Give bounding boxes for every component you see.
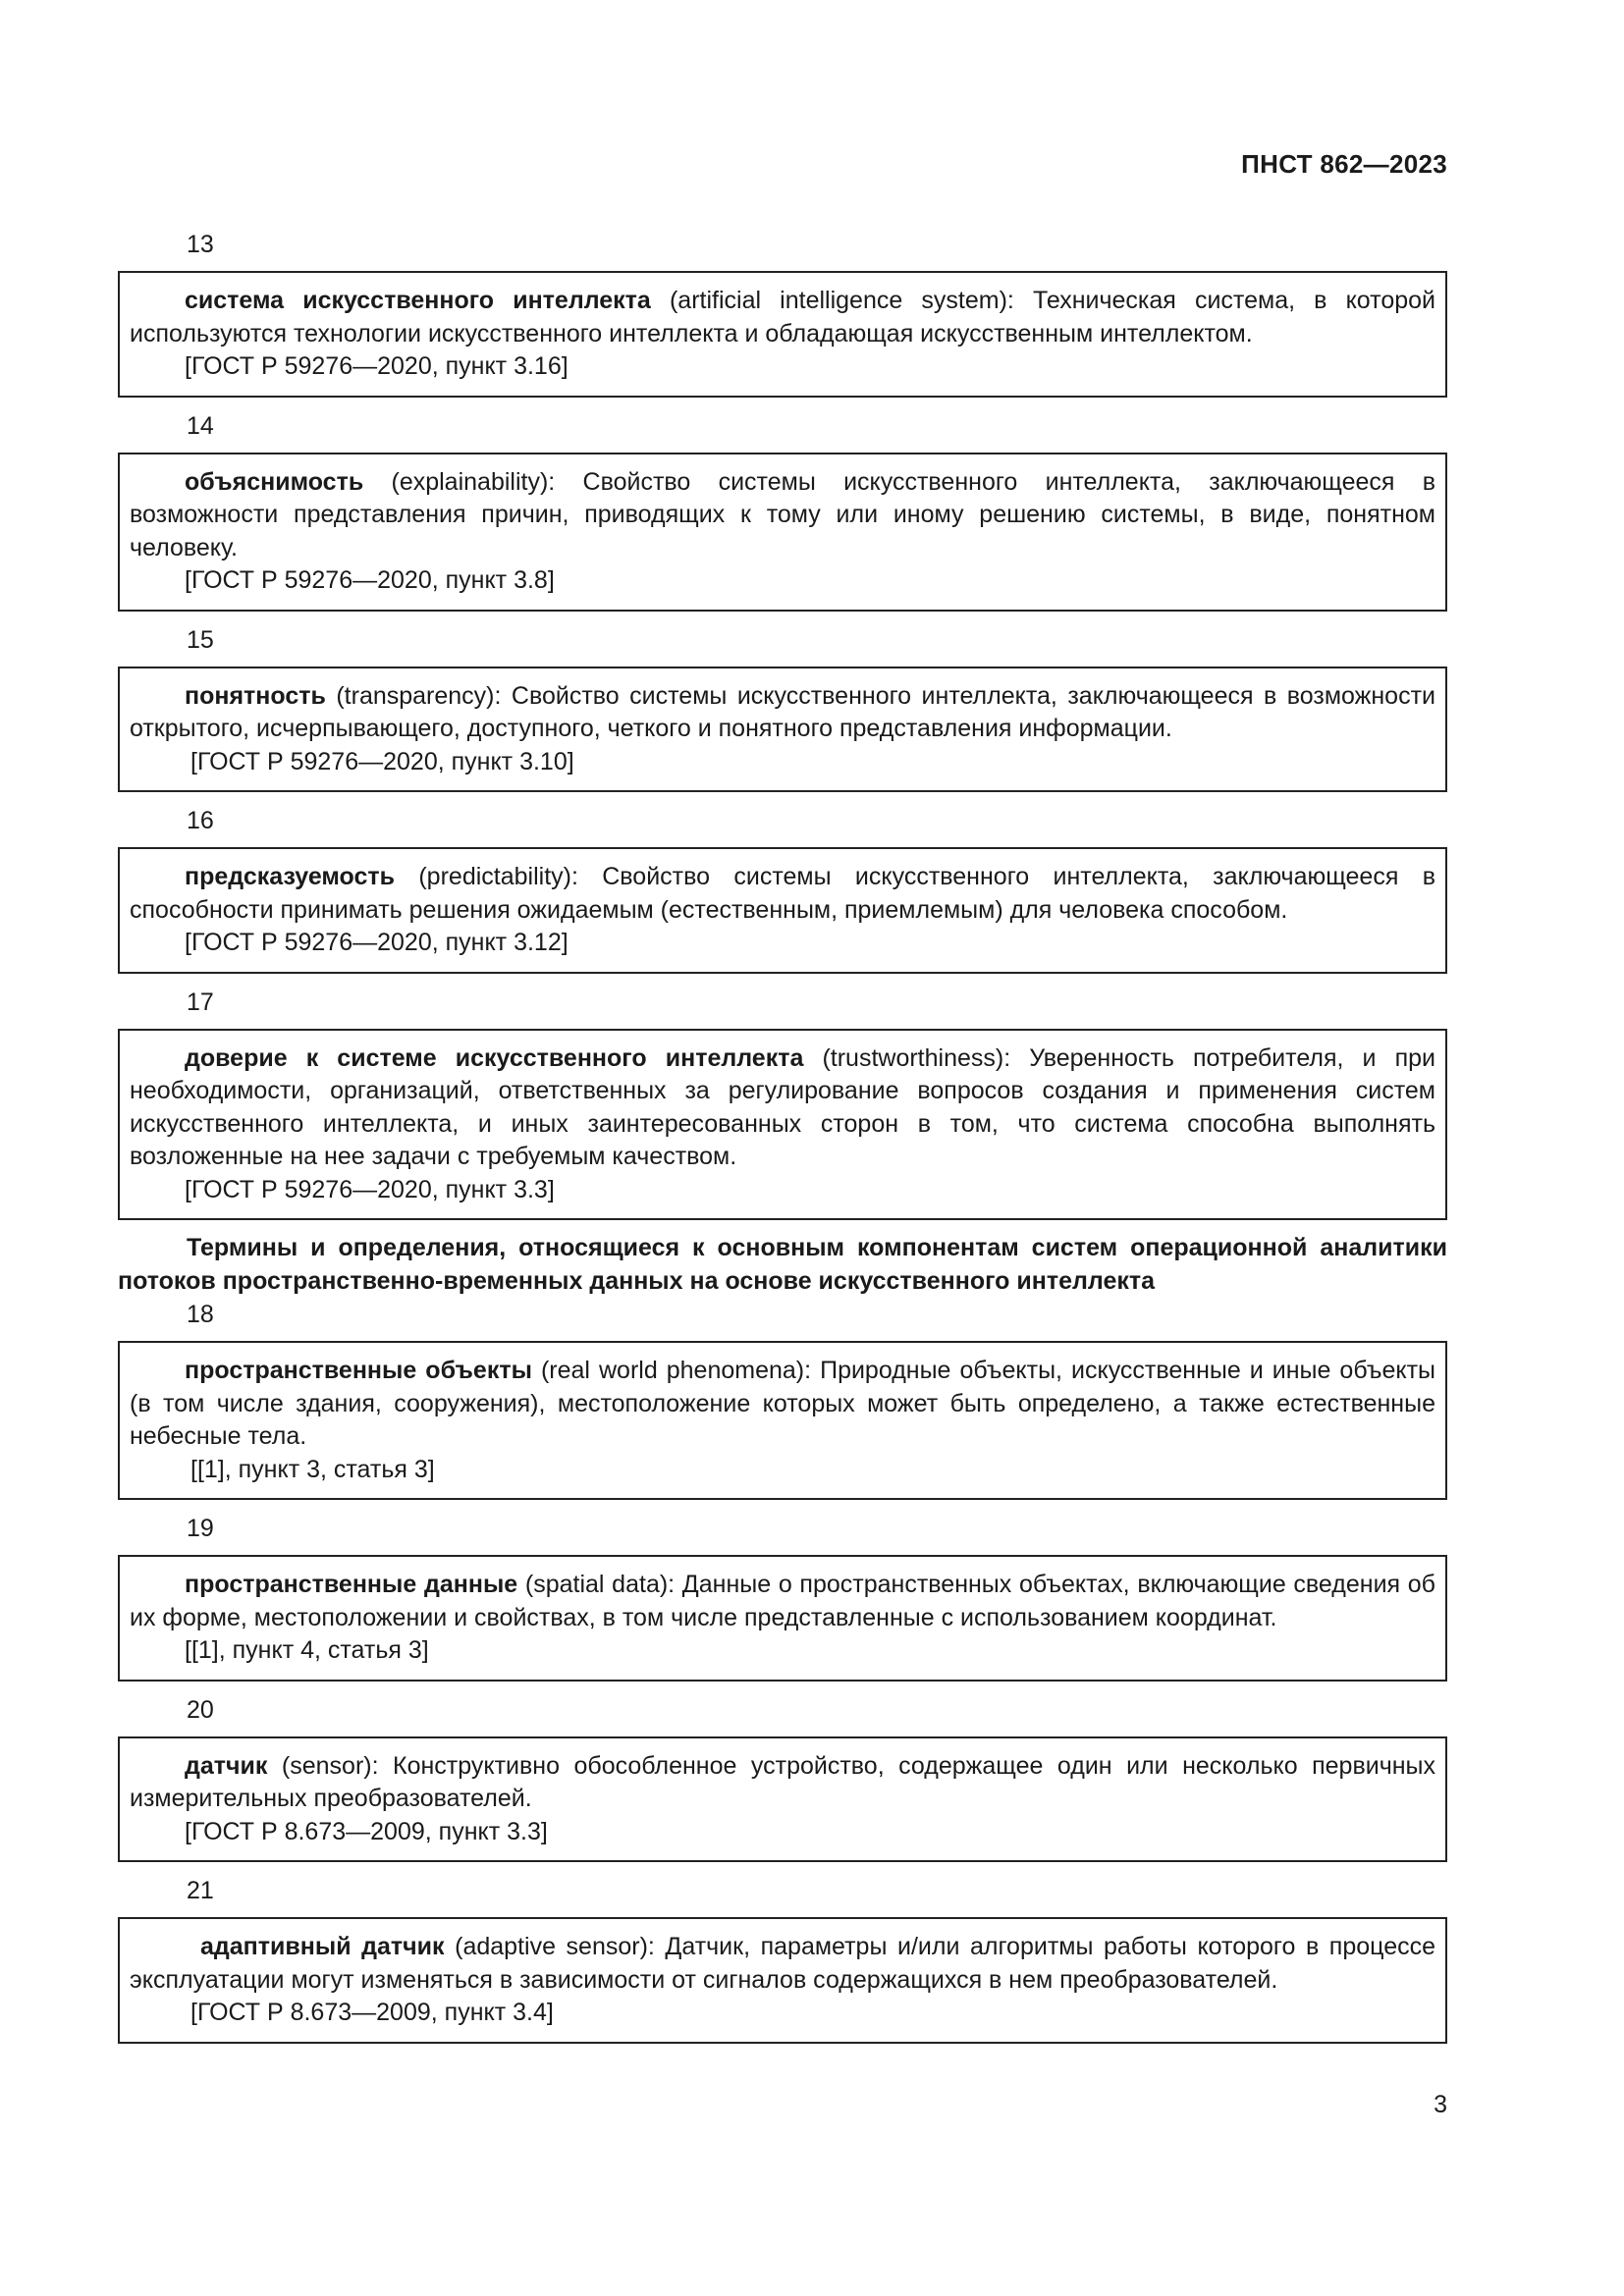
term-definition (130, 1355, 1435, 1454)
term-entry (118, 453, 1447, 612)
term-definition (130, 1042, 1435, 1174)
terms-list (118, 228, 1447, 2056)
term-definition (130, 466, 1435, 565)
term-definition (130, 1931, 1435, 1997)
term-text: (transparency): Свойство системы искусственного интеллекта, заключающееся в возможности открытого, исчерпывающего, доступного, четкого и понятного представления информации. (130, 681, 1435, 742)
term-text: (predictability): Свойство системы искусственного интеллекта, заключающееся в способности принимать решения ожидаемым (естественным, приемлемым) для человека способом. (130, 863, 1435, 924)
document-code: ПНСТ 862—2023 (1241, 149, 1447, 179)
term-entry (118, 1736, 1447, 1863)
entry-number: 19 (187, 1515, 214, 1542)
term-definition (130, 1750, 1435, 1816)
term-source: [ГОСТ Р 59276—2020, пункт 3.12] (185, 929, 568, 956)
term-text: (real world phenomena): Природные объекты, искусственные и иные объекты (в том числе здания, сооружения), местоположение которых может быть определено, а также естественные небесные тела. (130, 1357, 1435, 1450)
section-heading: Термины и определения, относящиеся к основным компонентам систем операционной аналитики потоков пространственно-временных данных на основе искусственного интеллекта (118, 1234, 1447, 1295)
term-entry (118, 1917, 1447, 2044)
entry-number: 20 (187, 1695, 214, 1724)
term-text: (spatial data): Данные о пространственных объектах, включающие сведения об их форме, местоположении и свойствах, в том числе представленные с использованием координат. (130, 1571, 1435, 1631)
term-source: [ГОСТ Р 8.673—2009, пункт 3.4] (190, 1999, 554, 2026)
term-entry (118, 847, 1447, 974)
term-text: (trustworthiness): Уверенность потребителя, и при необходимости, организаций, ответственных за регулирование вопросов создания и применения систем искусственного интеллекта, и иных заинтересованных сторон в том, что система способна выполнять возложенные на нее задачи с требуемым качеством. (130, 1043, 1435, 1170)
entry-number: 21 (187, 1877, 214, 1904)
term-definition (130, 680, 1435, 746)
term-entry (118, 271, 1447, 398)
term-text: (sensor): Конструктивно обособленное устройство, содержащее один или несколько первичных измерительных преобразователей. (130, 1751, 1435, 1812)
term-entry (118, 1341, 1447, 1500)
term-source: [ГОСТ Р 59276—2020, пункт 3.3] (185, 1175, 555, 1203)
entry-number: 13 (187, 231, 214, 258)
term-name: предсказуемость (185, 863, 396, 890)
term-source: [ГОСТ Р 59276—2020, пункт 3.16] (185, 352, 568, 380)
term-text: (artificial intelligence system): Техническая система, в которой используются технологии искусственного интеллекта и обладающая искусственным интеллектом. (130, 287, 1436, 347)
term-name: доверие к системе искусственного интеллекта (185, 1043, 804, 1072)
term-name: пространственные данные (185, 1571, 518, 1598)
term-text: (explainability): Свойство системы искусственного интеллекта, заключающееся в возможности представления причин, приводящих к тому или иному решению системы, в виде, понятном человеку. (130, 467, 1435, 561)
term-name: адаптивный датчик (200, 1933, 445, 1960)
page-number: 3 (1434, 2091, 1447, 2118)
term-source: [ГОСТ Р 59276—2020, пункт 3.10] (190, 747, 574, 775)
term-name: датчик (185, 1751, 268, 1780)
term-source: [[1], пункт 4, статья 3] (185, 1636, 429, 1664)
term-definition (130, 861, 1435, 927)
term-entry (118, 667, 1447, 793)
term-name: объяснимость (185, 467, 364, 496)
term-entry (118, 1029, 1447, 1221)
term-source: [ГОСТ Р 59276—2020, пункт 3.8] (185, 566, 555, 594)
entry-number: 18 (187, 1301, 214, 1328)
term-text: (adaptive sensor): Датчик, параметры и/или алгоритмы работы которого в процессе эксплуатации могут изменяться в зависимости от сигналов содержащихся в нем преобразователей. (130, 1933, 1436, 1994)
entry-number: 16 (187, 807, 214, 834)
term-entry (118, 1555, 1447, 1682)
term-source: [ГОСТ Р 8.673—2009, пункт 3.3] (185, 1817, 548, 1845)
term-definition (130, 285, 1435, 350)
entry-number: 15 (187, 625, 214, 654)
term-source: [[1], пункт 3, статья 3] (190, 1455, 435, 1483)
entry-number: 14 (187, 411, 214, 440)
term-name: пространственные объекты (185, 1357, 532, 1384)
term-name: понятность (185, 681, 326, 710)
term-name: система искусственного интеллекта (185, 287, 651, 314)
entry-number: 17 (187, 988, 214, 1016)
term-definition (130, 1569, 1435, 1634)
